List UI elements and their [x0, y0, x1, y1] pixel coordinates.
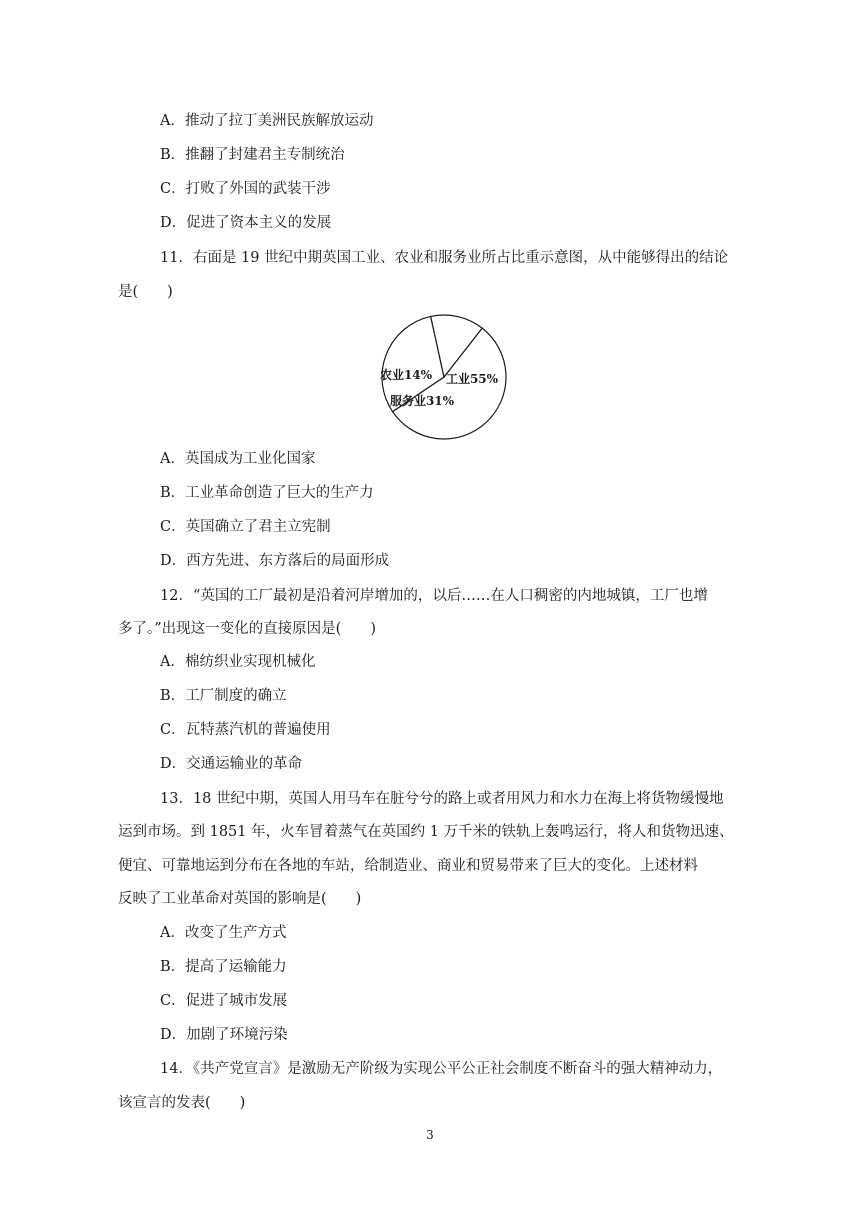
q11-stem-line2: 是( )	[118, 284, 173, 300]
q13-option-a: A．改变了生产方式	[160, 925, 287, 941]
q13-stem-line3: 便宜、可靠地运到分布在各地的车站，给制造业、商业和贸易带来了巨大的变化。上述材料	[118, 858, 698, 874]
q12-option-d: D．交通运输业的革命	[160, 756, 303, 772]
q13-option-c: C．促进了城市发展	[160, 993, 288, 1009]
q14-stem-line1: 14．《共产党宣言》是激励无产阶级为实现公平公正社会制度不断奋斗的强大精神动力，	[160, 1061, 723, 1077]
q10-option-a: A．推动了拉丁美洲民族解放运动	[160, 113, 374, 129]
page-number: 3	[426, 1128, 434, 1142]
q10-option-c: C．打败了外国的武装干涉	[160, 181, 331, 197]
q11-option-d: D．西方先进、东方落后的局面形成	[160, 553, 390, 569]
q12-stem-line1: 12．“英国的工厂最初是沿着河岸增加的，以后……在人口稠密的内地城镇，工厂也增	[160, 588, 708, 604]
q12-option-c: C．瓦特蒸汽机的普遍使用	[160, 722, 331, 738]
q11-option-b: B．工业革命创造了巨大的生产力	[160, 485, 374, 501]
q11-option-c: C．英国确立了君主立宪制	[160, 519, 331, 535]
q13-stem-line2: 运到市场。到 1851 年，火车冒着蒸气在英国约 1 万千米的铁轨上轰鸣运行，将人和货物迅速、	[118, 824, 734, 840]
q12-stem-line2: 多了。”出现这一变化的直接原因是( )	[118, 621, 376, 637]
industry-share-pie-chart	[374, 313, 514, 441]
q11-stem-line1: 11．右面是 19 世纪中期英国工业、农业和服务业所占比重示意图，从中能够得出的结论	[160, 250, 729, 266]
q13-stem-line4: 反映了工业革命对英国的影响是( )	[118, 891, 362, 907]
pie-label-agriculture: 农业14%	[379, 368, 433, 382]
pie-label-services: 服务业31%	[389, 394, 455, 408]
q10-option-b: B．推翻了封建君主专制统治	[160, 147, 345, 163]
q13-option-d: D．加剧了环境污染	[160, 1027, 288, 1043]
q13-option-b: B．提高了运输能力	[160, 959, 287, 975]
q13-stem-line1: 13．18 世纪中期，英国人用马车在脏兮兮的路上或者用风力和水力在海上将货物缓慢地	[160, 791, 724, 807]
q14-stem-line2: 该宣言的发表( )	[118, 1095, 246, 1111]
q12-option-b: B．工厂制度的确立	[160, 688, 287, 704]
q12-option-a: A．棉纺织业实现机械化	[160, 654, 316, 670]
q11-option-a: A．英国成为工业化国家	[160, 451, 316, 467]
q10-option-d: D．促进了资本主义的发展	[160, 215, 332, 231]
pie-label-industry: 工业55%	[445, 372, 499, 386]
